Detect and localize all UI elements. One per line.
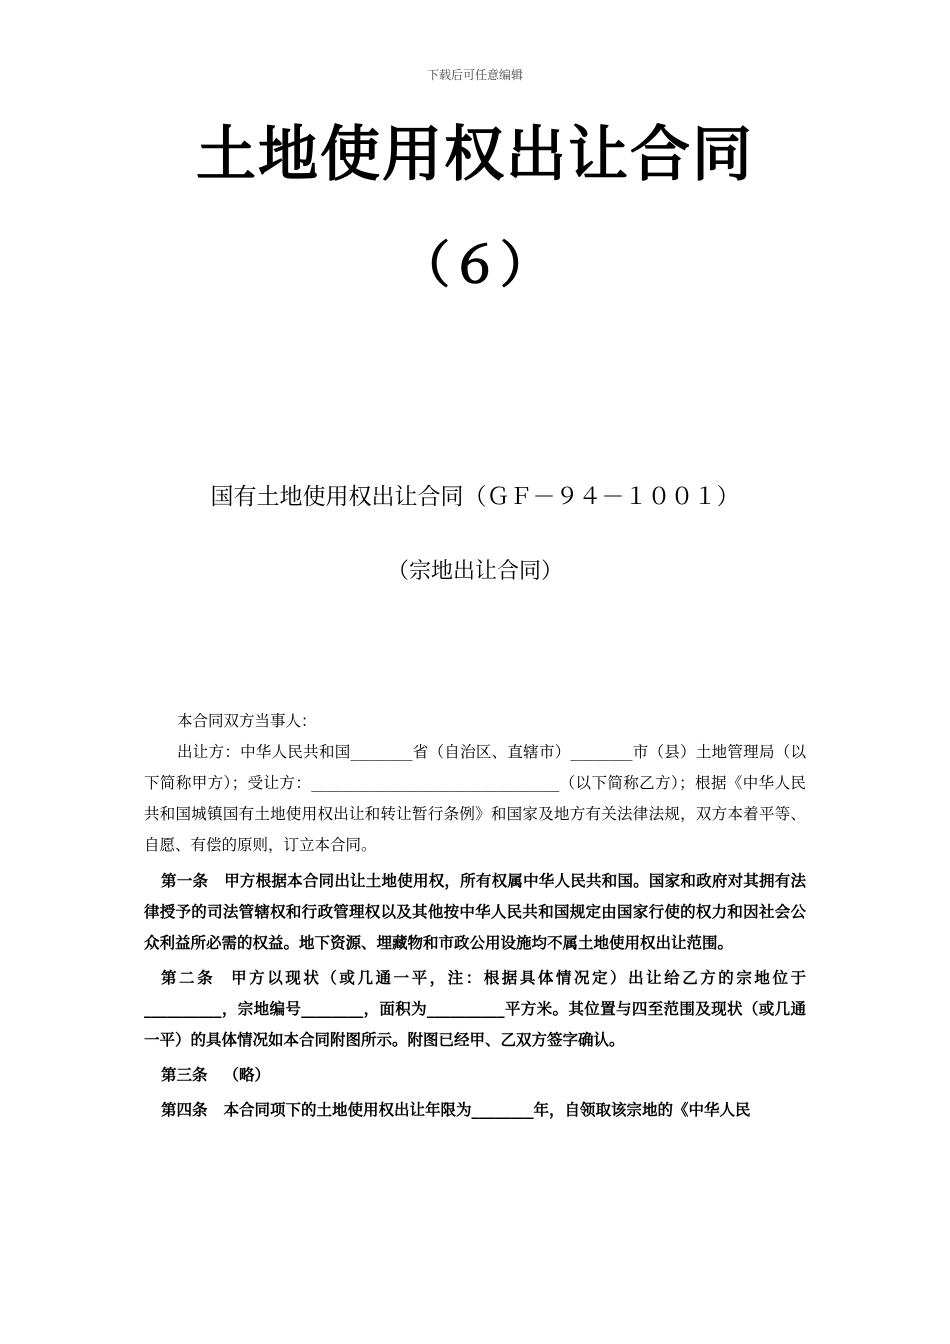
contract-type-subtitle: （宗地出让合同） <box>386 559 563 584</box>
article-text: 甲方根据本合同出让土地使用权，所有权属中华人民共和国。国家和政府对其拥有法律授予的司法管辖权和行政管理权以及其他按中华人民共和国规定由国家行使的权力和因社会公众利益所必需的权益。地下资源、埋藏物和市政公用设施均不属土地使用权出让范围。 <box>144 871 806 952</box>
article-text: 甲方以现状（或几通一平，注：根据具体情况定）出让给乙方的宗地位于__________，宗地编号________，面积为__________平方米。其位置与四至范围及现状（或几通一平）的具体情况如本合同附图所示。附图已经甲、乙双方签字确认。 <box>144 968 806 1049</box>
document-title: 土地使用权出让合同 <box>196 120 754 190</box>
article-1 <box>144 865 806 958</box>
header-note: 下载后可任意编辑 <box>426 68 523 82</box>
article-label: 第二条 <box>161 968 216 987</box>
parties-paragraph: 出让方：中华人民共和国________省（自治区、直辖市）________市（县）土地管理局（以下简称甲方）；受让方：________________________________（以下简称乙方）；根据《中华人民共和国城镇国有土地使用权出让和转让暂行条例》和国家及地方有关法律法规，双方本着平等、自愿、有偿的原则，订立本合同。 <box>144 743 806 854</box>
article-text: 本合同项下的土地使用权出让年限为________年，自领取该宗地的《中华人民 <box>223 1100 751 1119</box>
contract-body <box>144 706 806 1125</box>
document-number: （６） <box>400 236 550 294</box>
article-label: 第一条 <box>161 871 209 890</box>
article-2 <box>144 962 806 1055</box>
article-4 <box>144 1094 806 1125</box>
article-text: （略） <box>223 1065 271 1084</box>
contract-subtitle: 国有土地使用权出让合同（ＧＦ－９４－１００１） <box>210 484 740 510</box>
article-label: 第四条 <box>161 1100 208 1119</box>
parties-intro: 本合同双方当事人： <box>177 712 317 730</box>
article-3 <box>144 1059 806 1090</box>
article-label: 第三条 <box>161 1065 208 1084</box>
